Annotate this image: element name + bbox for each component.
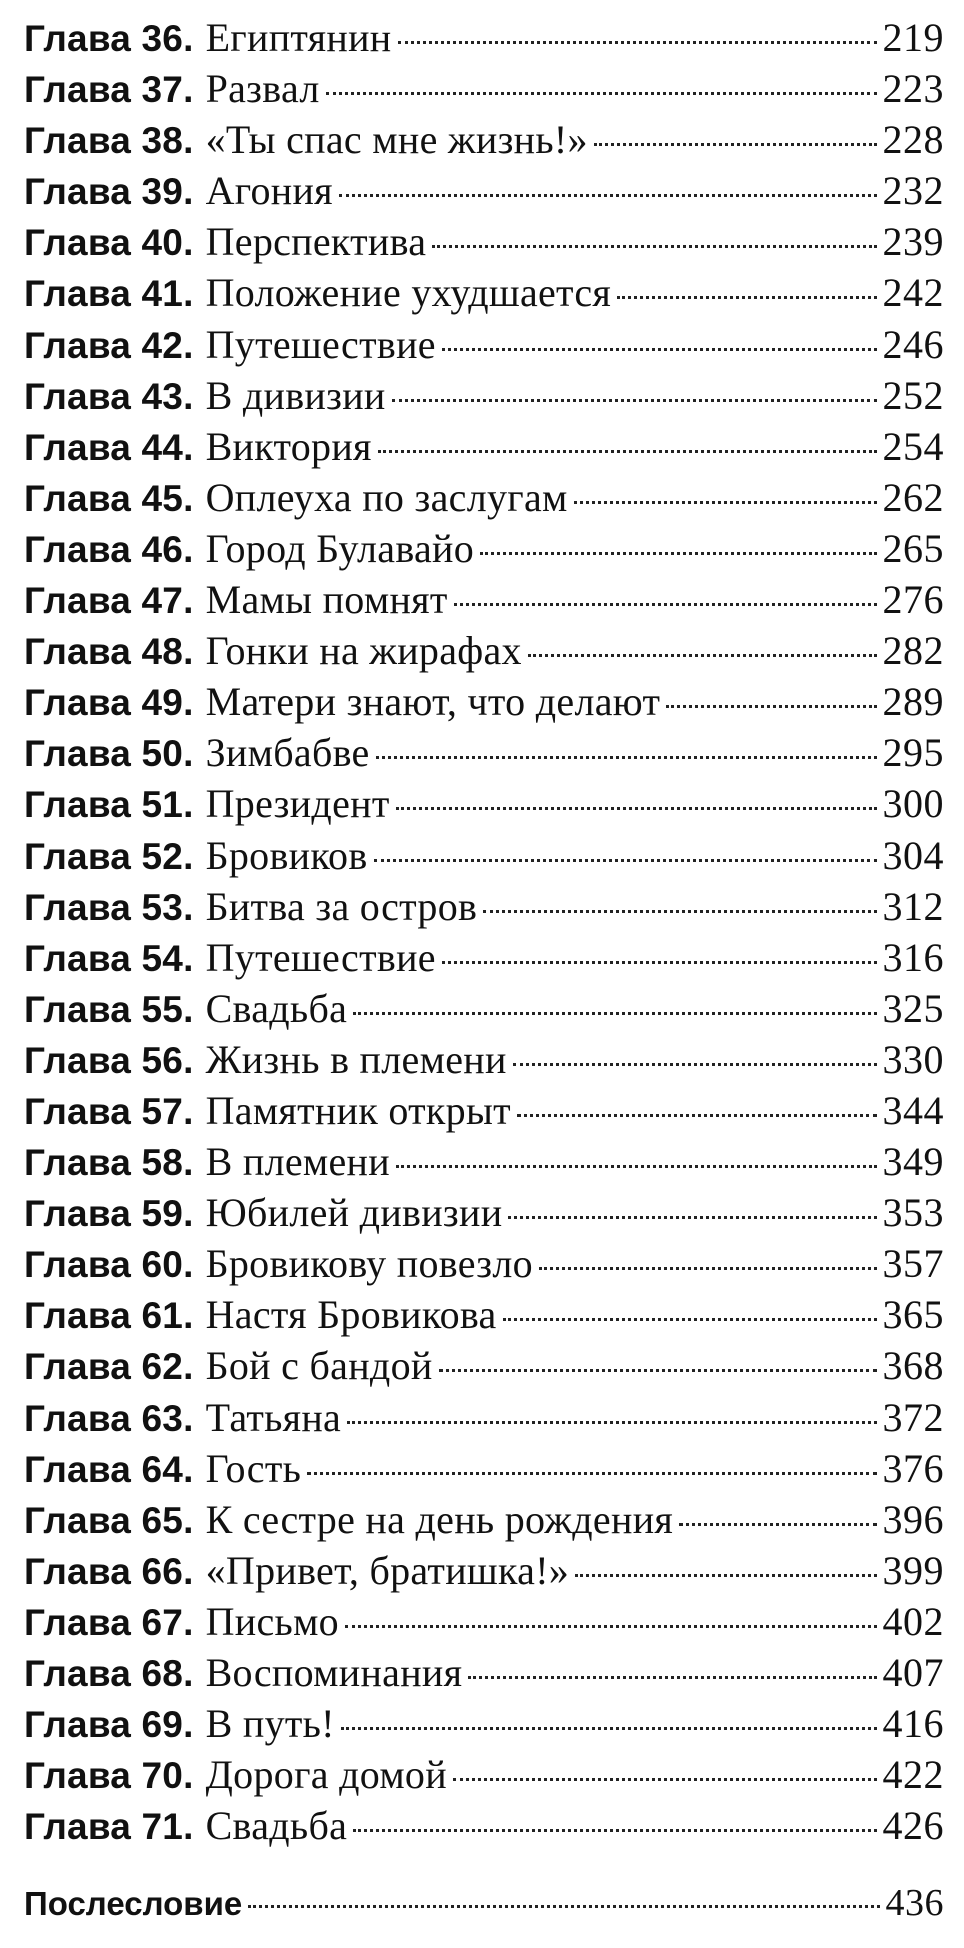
toc-entry <box>24 1136 944 1187</box>
chapter-title: Египтянин <box>205 15 392 60</box>
page-number: 376 <box>882 1445 944 1491</box>
page-number: 325 <box>882 985 944 1031</box>
toc-entry <box>24 114 944 165</box>
chapter-number: Глава 66. <box>24 1550 194 1592</box>
dot-leader <box>353 1012 876 1015</box>
chapter-number: Глава 58. <box>24 1142 194 1184</box>
page-number: 353 <box>882 1190 944 1236</box>
chapter-number: Глава 59. <box>24 1193 194 1235</box>
page-number: 416 <box>882 1701 944 1747</box>
toc-entry <box>24 421 944 472</box>
dot-leader <box>468 1676 876 1679</box>
chapter-number: Глава 56. <box>24 1039 194 1081</box>
dot-leader <box>376 756 877 759</box>
toc-entry <box>24 1443 944 1494</box>
toc-entry <box>24 1749 944 1800</box>
chapter-number: Глава 54. <box>24 937 194 979</box>
dot-leader <box>339 194 877 197</box>
chapter-title: «Привет, братишка!» <box>205 1547 570 1593</box>
chapter-title: Мамы помнят <box>205 577 448 623</box>
dot-leader <box>396 807 877 810</box>
chapter-title: Настя Бровикова <box>205 1292 497 1338</box>
page-number: 246 <box>882 321 944 367</box>
page-number: 372 <box>882 1394 944 1440</box>
page-number: 295 <box>882 730 944 776</box>
dot-leader <box>574 501 877 504</box>
chapter-title: Татьяна <box>205 1394 342 1440</box>
toc-entry <box>24 1698 944 1749</box>
dot-leader <box>442 348 877 351</box>
page-number: 396 <box>882 1496 944 1542</box>
toc-entry <box>24 1238 944 1289</box>
page-number: 265 <box>882 525 944 571</box>
page-number: 365 <box>882 1292 944 1338</box>
chapter-title: Памятник открыт <box>205 1087 511 1133</box>
afterword-page-number: 436 <box>885 1882 944 1925</box>
dot-leader <box>353 1829 876 1832</box>
page-number: 316 <box>882 934 944 980</box>
toc-entry <box>24 1034 944 1085</box>
dot-leader <box>453 1778 877 1781</box>
toc-entry <box>24 1596 944 1647</box>
toc-entry <box>24 1800 944 1851</box>
chapter-title: Юбилей дивизии <box>205 1190 503 1236</box>
chapter-number: Глава 48. <box>24 631 194 673</box>
toc-entry <box>24 319 944 370</box>
chapter-number: Глава 40. <box>24 222 194 264</box>
chapter-title: Гонки на жирафах <box>205 628 522 674</box>
toc-entry <box>24 932 944 983</box>
page-number: 239 <box>882 219 944 265</box>
chapter-title: Развал <box>205 66 320 112</box>
dot-leader <box>347 1421 876 1424</box>
chapter-number: Глава 44. <box>24 426 194 468</box>
dot-leader <box>539 1267 877 1270</box>
toc-entry <box>24 216 944 267</box>
dot-leader <box>503 1318 877 1321</box>
toc-entry <box>24 267 944 318</box>
toc-entry <box>24 1340 944 1391</box>
dot-leader <box>480 552 876 555</box>
chapter-title: Путешествие <box>205 321 436 367</box>
page-number: 254 <box>882 423 944 469</box>
chapter-number: Глава 64. <box>24 1448 194 1490</box>
dot-leader <box>508 1216 876 1219</box>
chapter-number: Глава 67. <box>24 1601 194 1643</box>
dot-leader <box>679 1523 876 1526</box>
chapter-title: Дорога домой <box>205 1752 447 1798</box>
chapter-number: Глава 61. <box>24 1295 194 1337</box>
toc-entry <box>24 1085 944 1136</box>
chapter-number: Глава 50. <box>24 733 194 775</box>
page-number: 422 <box>882 1752 944 1798</box>
dot-leader <box>432 245 876 248</box>
chapter-title: Свадьба <box>205 985 348 1031</box>
chapter-title: Бровикову повезло <box>205 1241 533 1287</box>
toc-entry <box>24 1289 944 1340</box>
page-number: 402 <box>882 1598 944 1644</box>
chapter-title: Битва за остров <box>205 883 478 929</box>
toc-entry <box>24 778 944 829</box>
chapter-number: Глава 47. <box>24 580 194 622</box>
chapter-title: Перспектива <box>205 219 427 265</box>
chapter-title: Бой с бандой <box>205 1343 433 1389</box>
toc-entry <box>24 523 944 574</box>
toc-entry <box>24 625 944 676</box>
page-number: 304 <box>882 832 944 878</box>
chapter-number: Глава 63. <box>24 1397 194 1439</box>
page-number: 276 <box>882 577 944 623</box>
chapter-title: В путь! <box>205 1701 335 1747</box>
dot-leader <box>396 1165 877 1168</box>
toc-entry <box>24 1545 944 1596</box>
chapter-number: Глава 62. <box>24 1346 194 1388</box>
chapter-title: Оплеуха по заслугам <box>205 474 568 520</box>
chapter-title: «Ты спас мне жизнь!» <box>205 117 588 163</box>
chapter-number: Глава 53. <box>24 886 194 928</box>
chapter-number: Глава 46. <box>24 528 194 570</box>
chapter-number: Глава 68. <box>24 1653 194 1694</box>
toc-entry <box>24 63 944 114</box>
chapter-number: Глава 49. <box>24 682 194 724</box>
toc-entry <box>24 727 944 778</box>
chapter-number: Глава 37. <box>24 69 194 111</box>
dot-leader <box>617 296 876 299</box>
page-number: 344 <box>882 1087 944 1133</box>
chapter-title: Воспоминания <box>205 1650 463 1695</box>
chapter-title: Путешествие <box>205 934 436 980</box>
chapter-title: Жизнь в племени <box>205 1036 507 1082</box>
dot-leader <box>575 1574 876 1577</box>
dot-leader <box>378 450 877 453</box>
chapter-number: Глава 55. <box>24 988 194 1030</box>
page-number: 349 <box>882 1139 944 1185</box>
page-number: 242 <box>882 270 944 316</box>
chapter-number: Глава 43. <box>24 375 194 417</box>
page-number: 282 <box>882 628 944 674</box>
dot-leader <box>517 1114 877 1117</box>
afterword-entry <box>24 1875 944 1931</box>
chapter-title: Президент <box>205 781 390 827</box>
page-number: 289 <box>882 679 944 725</box>
page-number: 252 <box>882 372 944 418</box>
chapter-title: Матери знают, что делают <box>205 679 661 725</box>
chapter-number: Глава 39. <box>24 171 194 213</box>
toc-entry <box>24 165 944 216</box>
chapter-number: Глава 71. <box>24 1806 194 1848</box>
dot-leader <box>398 41 877 44</box>
chapter-title: Город Булавайо <box>205 525 475 571</box>
chapter-number: Глава 51. <box>24 784 194 826</box>
chapter-number: Глава 42. <box>24 324 194 366</box>
chapter-title: Свадьба <box>205 1803 348 1849</box>
dot-leader <box>341 1727 877 1730</box>
page-number: 232 <box>882 168 944 214</box>
chapter-title: Положение ухудшается <box>205 270 612 316</box>
toc-entry <box>24 881 944 932</box>
chapter-title: Виктория <box>205 423 372 469</box>
chapter-title: В племени <box>205 1139 390 1185</box>
chapter-number: Глава 45. <box>24 477 194 519</box>
toc-entry <box>24 983 944 1034</box>
toc-entry <box>24 1647 944 1698</box>
page-number: 330 <box>882 1036 944 1082</box>
dot-leader <box>374 859 877 862</box>
dot-leader <box>439 1369 877 1372</box>
toc-entry <box>24 830 944 881</box>
dot-leader <box>442 961 877 964</box>
chapter-title: Агония <box>205 168 333 214</box>
toc-entry <box>24 472 944 523</box>
toc-entry <box>24 1187 944 1238</box>
chapter-number: Глава 65. <box>24 1499 194 1541</box>
page-number: 262 <box>882 474 944 520</box>
dot-leader <box>513 1063 877 1066</box>
dot-leader <box>326 92 877 95</box>
page-number: 300 <box>882 781 944 827</box>
dot-leader <box>248 1905 879 1908</box>
chapter-number: Глава 41. <box>24 273 194 315</box>
chapter-number: Глава 52. <box>24 835 194 877</box>
chapter-number: Глава 36. <box>24 18 194 59</box>
toc-entry <box>24 1494 944 1545</box>
toc-entry <box>24 12 944 63</box>
dot-leader <box>483 910 876 913</box>
table-of-contents <box>24 12 944 1931</box>
dot-leader <box>666 705 876 708</box>
page-number: 357 <box>882 1241 944 1287</box>
page-number: 228 <box>882 117 944 163</box>
toc-entry <box>24 574 944 625</box>
dot-leader <box>392 399 877 402</box>
toc-entry <box>24 676 944 727</box>
dot-leader <box>345 1625 877 1628</box>
toc-entry <box>24 370 944 421</box>
chapter-number: Глава 38. <box>24 120 194 162</box>
afterword-label: Послесловие <box>24 1885 243 1923</box>
dot-leader <box>307 1472 876 1475</box>
dot-leader <box>454 603 877 606</box>
dot-leader <box>528 654 877 657</box>
chapter-title: Письмо <box>205 1598 339 1644</box>
page-number: 223 <box>882 66 944 112</box>
page-number: 407 <box>882 1650 944 1695</box>
toc-entry <box>24 1392 944 1443</box>
chapter-title: Гость <box>205 1445 302 1491</box>
chapter-number: Глава 69. <box>24 1704 194 1746</box>
chapter-list <box>24 12 944 1851</box>
chapter-title: К сестре на день рождения <box>205 1496 674 1542</box>
page-number: 312 <box>882 883 944 929</box>
page-number: 399 <box>882 1547 944 1593</box>
page-number: 368 <box>882 1343 944 1389</box>
chapter-title: Зимбабве <box>205 730 370 776</box>
page-number: 219 <box>882 15 944 60</box>
chapter-number: Глава 60. <box>24 1244 194 1286</box>
dot-leader <box>594 143 877 146</box>
chapter-number: Глава 70. <box>24 1755 194 1797</box>
chapter-title: Бровиков <box>205 832 368 878</box>
chapter-title: В дивизии <box>205 372 386 418</box>
chapter-number: Глава 57. <box>24 1090 194 1132</box>
page-number: 426 <box>882 1803 944 1849</box>
